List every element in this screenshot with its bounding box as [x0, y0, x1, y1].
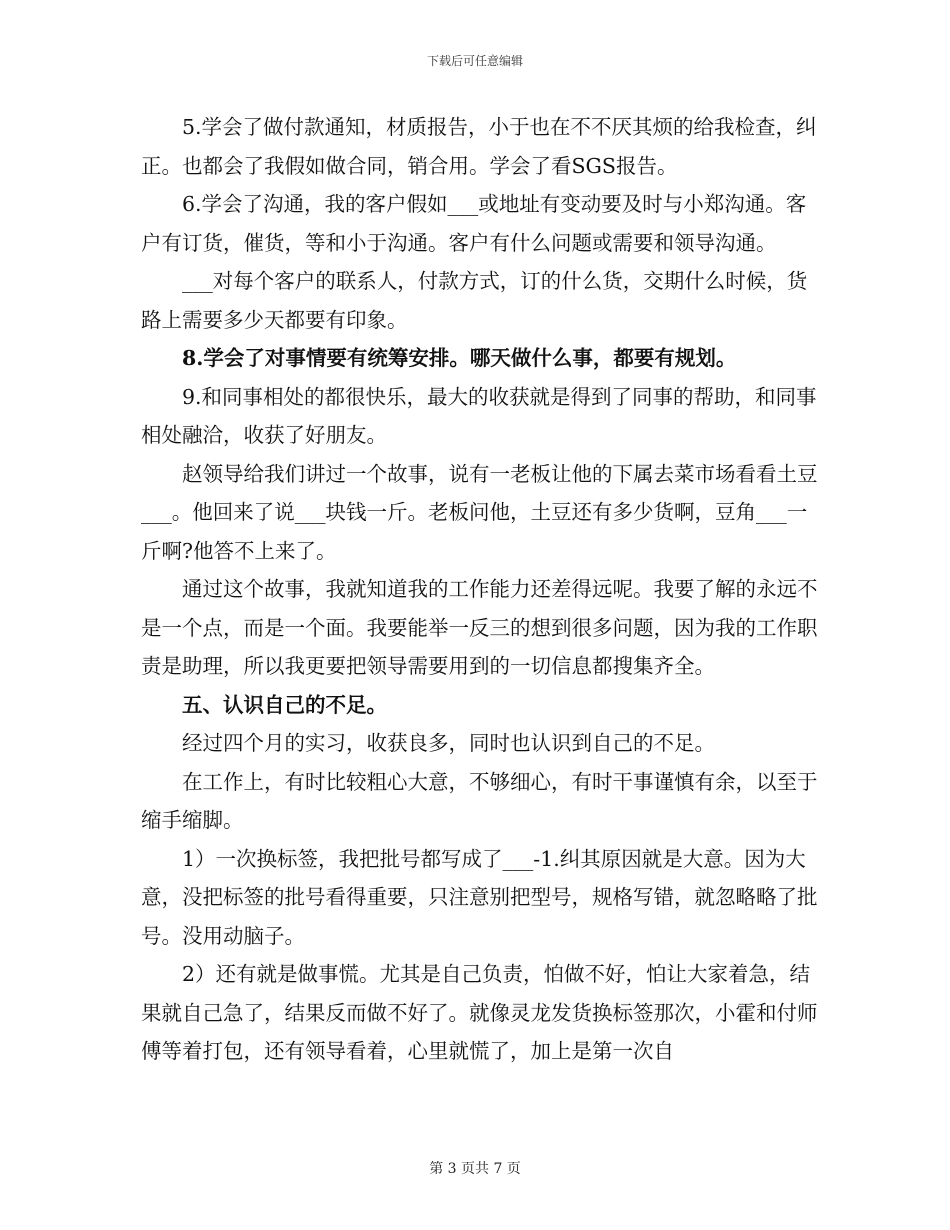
page-footer: 第 3 页共 7 页 — [429, 1161, 521, 1177]
paragraph-11: 1）一次换标签，我把批号都写成了___-1.纠其原因就是大意。因为大意，没把标签的批号看得重要，只注意别把型号，规格写错，就忽略略了批号。没用动脑子。 — [141, 846, 818, 948]
paragraph-4: 8.学会了对事情要有统筹安排。哪天做什么事，都要有规划。 — [182, 346, 737, 370]
paragraph-3: ___对每个客户的联系人，付款方式，订的什么货，交期什么时候，货路上需要多少天都要有印象。 — [141, 269, 808, 332]
paragraph-6: 赵领导给我们讲过一个故事，说有一老板让他的下属去菜市场看看土豆___。他回来了说___块钱一斤。老板问他，土豆还有多少货啊，豆角___一斤啊?他答不上来了。 — [141, 461, 818, 563]
paragraph-9: 经过四个月的实习，收获良多，同时也认识到自己的不足。 — [182, 731, 715, 755]
page-header: 下载后可任意编辑 — [426, 54, 523, 68]
paragraph-10: 在工作上，有时比较粗心大意，不够细心，有时干事谨慎有余，以至于缩手缩脚。 — [141, 769, 818, 832]
section-heading: 五、认识自己的不足。 — [182, 692, 387, 717]
paragraph-12: 2）还有就是做事慌。尤其是自己负责，怕做不好，怕让大家着急，结果就自己急了，结果反而做不好了。就像灵龙发货换标签那次，小霍和付师傅等着打包，还有领导看着，心里就慌了，加上是第一次自 — [141, 962, 818, 1063]
document-body — [141, 108, 821, 1071]
paragraph-7: 通过这个故事，我就知道我的工作能力还差得远呢。我要了解的永远不是一个点，而是一个面。我要能举一反三的想到很多问题，因为我的工作职责是助理，所以我更要把领导需要用到的一切信息都搜集齐全。 — [141, 577, 818, 678]
paragraph-5: 9.和同事相处的都很快乐，最大的收获就是得到了同事的帮助，和同事相处融洽，收获了好朋友。 — [141, 384, 817, 447]
paragraph-2: 6.学会了沟通，我的客户假如___或地址有变动要及时与小郑沟通。客户有订货，催货，等和小于沟通。客户有什么问题或需要和领导沟通。 — [141, 192, 807, 255]
paragraph-1: 5.学会了做付款通知，材质报告，小于也在不不厌其烦的给我检查，纠正。也都会了我假如做合同，销合用。学会了看SGS报告。 — [141, 115, 817, 178]
